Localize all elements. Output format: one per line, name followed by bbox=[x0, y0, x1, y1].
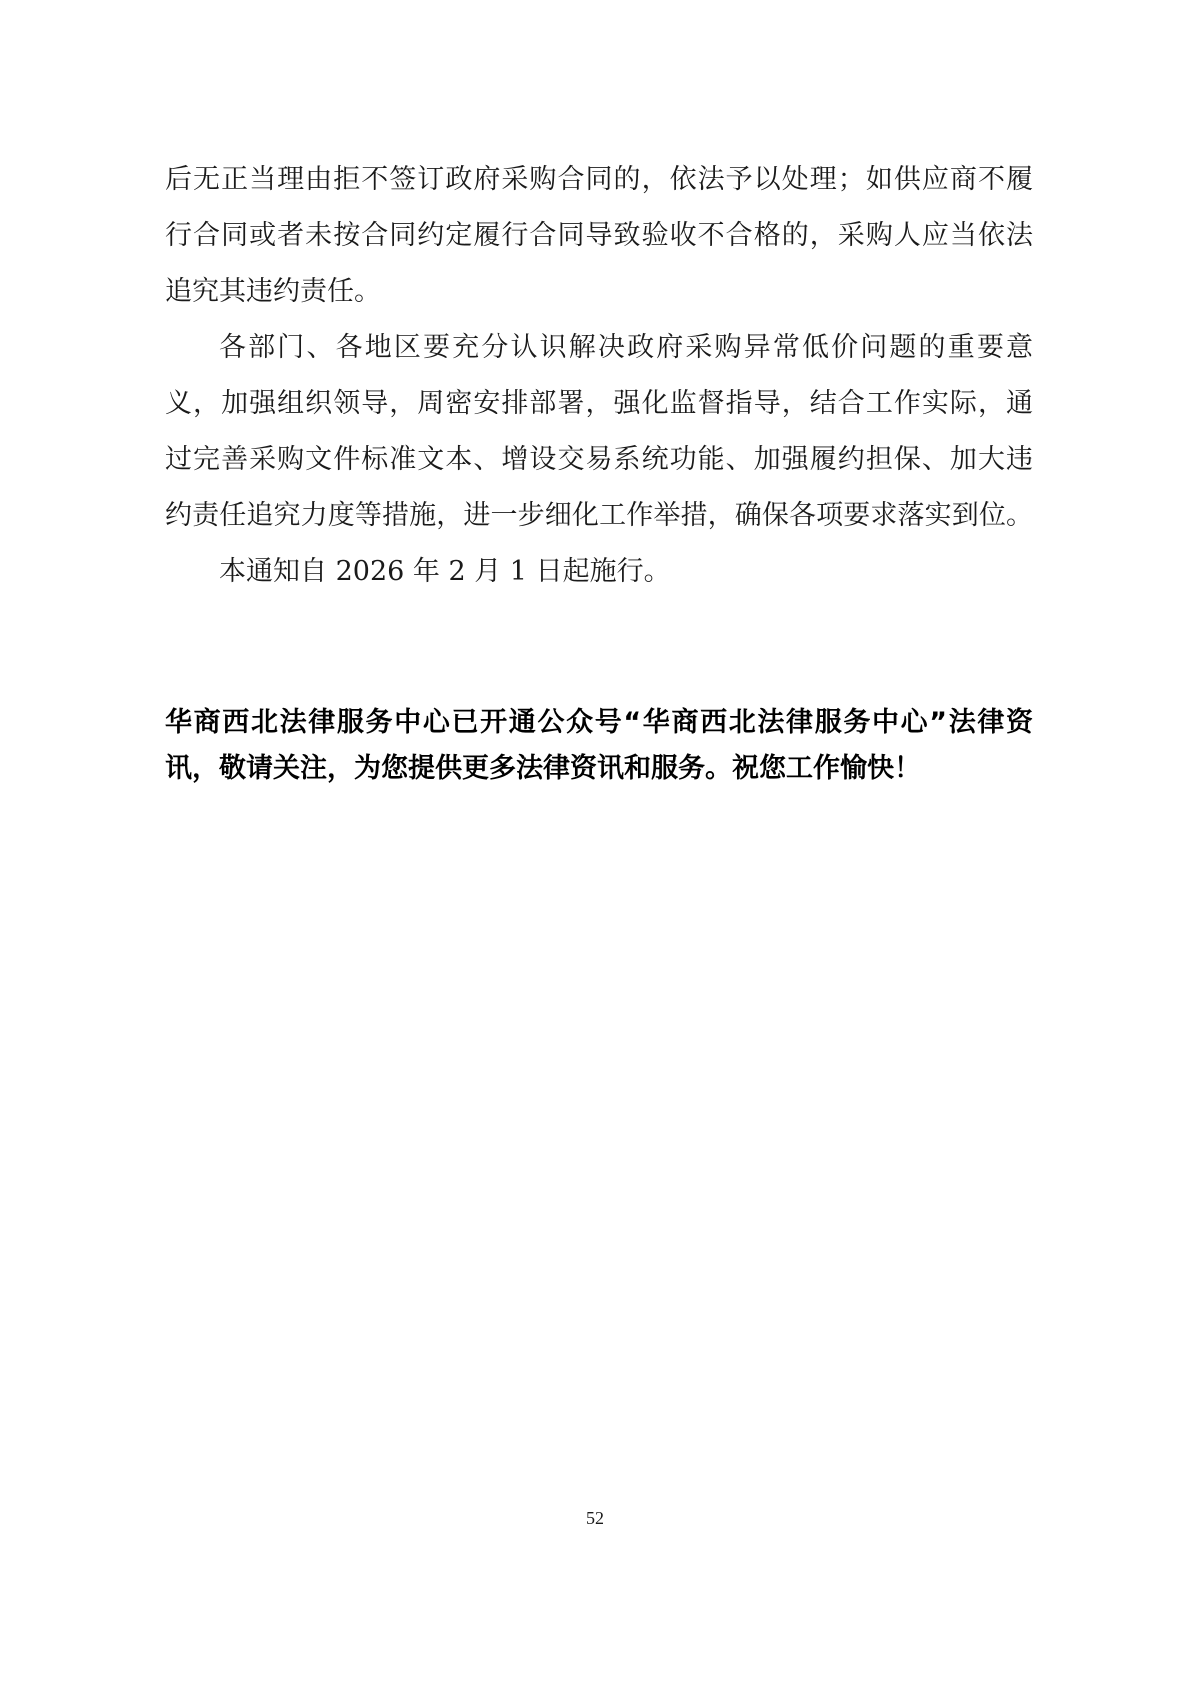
paragraph-2-line-4: 约责任追究力度等措施，进一步细化工作举措，确保各项要求落实到位。 bbox=[165, 500, 1033, 531]
paragraph-1-line-1: 后无正当理由拒不签订政府采购合同的，依法予以处理；如供应商不履 bbox=[165, 164, 1033, 195]
paragraph-2-line-3: 过完善采购文件标准文本、增设交易系统功能、加强履约担保、加大违 bbox=[165, 444, 1033, 475]
paragraph-1-line-3: 追究其违约责任。 bbox=[165, 276, 381, 307]
body-text bbox=[165, 152, 1033, 600]
paragraph-2-line-2: 义，加强组织领导，周密安排部署，强化监督指导，结合工作实际，通 bbox=[165, 388, 1033, 419]
paragraph-1-line-2: 行合同或者未按合同约定履行合同导致验收不合格的，采购人应当依法 bbox=[165, 220, 1033, 251]
notice-line-1: 华商西北法律服务中心已开通公众号“华商西北法律服务中心”法律资 bbox=[165, 707, 1033, 738]
notice-line-2: 讯，敬请关注，为您提供更多法律资讯和服务。祝您工作愉快！ bbox=[165, 753, 921, 784]
page-number: 52 bbox=[586, 1508, 604, 1528]
wechat-notice bbox=[165, 700, 1033, 792]
paragraph-3-line-1: 本通知自 2026 年 2 月 1 日起施行。 bbox=[219, 556, 671, 587]
paragraph-2-line-1: 各部门、各地区要充分认识解决政府采购异常低价问题的重要意 bbox=[219, 332, 1033, 363]
